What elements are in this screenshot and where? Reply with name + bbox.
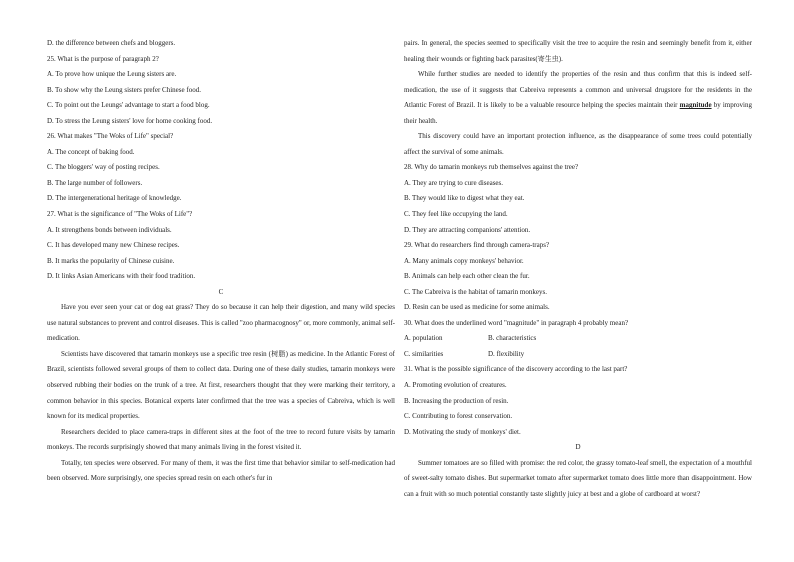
q25-option-b: B. To show why the Leung sisters prefer Chinese food. — [47, 85, 201, 94]
q30-options-row-2 — [404, 347, 752, 363]
q28-stem: 28. Why do tamarin monkeys rub themselves against the tree? — [404, 163, 579, 172]
q27-option-b: B. It marks the popularity of Chinese cuisine. — [47, 256, 175, 265]
q28-option-d: D. They are attracting companions' attention. — [404, 225, 531, 234]
q24-option-d: D. the difference between chefs and bloggers. — [47, 39, 176, 47]
q30-options-row-1 — [404, 331, 752, 347]
q31-option-a: A. Promoting evolution of creatures. — [404, 381, 507, 390]
q30-option-c: C. similarities — [404, 349, 444, 358]
q28-option-a: A. They are trying to cure diseases. — [404, 178, 504, 187]
q30-stem: 30. What does the underlined word "magnitude" in paragraph 4 probably mean? — [404, 318, 629, 327]
passage-c-paragraph-3: Researchers decided to place camera-traps in different sites at the foot of the tree to record future visits by tamarin monkeys. The records surprisingly showed that many animals living in the forest visited it. — [47, 427, 395, 452]
passage-c-paragraph-1: Have you ever seen your cat or dog eat grass? They do so because it can help their digestion, and many wild species use natural substances to prevent and control diseases. This is called "zoo pharmacognosy" or, more commonly, animal self-medication. — [47, 303, 395, 343]
paragraph-5-text-before: While further studies are needed to identify the properties of the resin and thus confirm that this is indeed self-medication, the use of it suggests that Cabreiva represents a common and universal drugstore for the residents in the Atlantic Forest of Brazil. It is likely to be a valuable resource helping the species maintain their — [404, 70, 752, 110]
passage-d-paragraph-1: Summer tomatoes are so filled with promise: the red color, the grassy tomato-leaf smell, the expectation of a mouthful of sweet-salty tomato dishes. But supermarket tomato after supermarket tomato does little more than disappointment. How can a fruit with so much potential constantly taste slightly juicy at best and a globe of cardboard at worst? — [404, 458, 752, 498]
q31-stem: 31. What is the possible significance of the discovery according to the last part? — [404, 365, 628, 374]
q31-option-b: B. Increasing the production of resin. — [404, 396, 509, 405]
q25-option-d: D. To stress the Leung sisters' love for home cooking food. — [47, 116, 213, 125]
q31-option-c: C. Contributing to forest conservation. — [404, 412, 513, 421]
q29-option-c: C. The Cabreiva is the habitat of tamarin monkeys. — [404, 287, 547, 296]
q28-option-b: B. They would like to digest what they eat. — [404, 194, 525, 203]
section-d-heading: D — [575, 443, 581, 452]
q29-option-a: A. Many animals copy monkeys' behavior. — [404, 256, 524, 265]
q29-option-b: B. Animals can help each other clean the fur. — [404, 272, 530, 281]
q26-option-a: A. The concept of baking food. — [47, 147, 135, 156]
q28-option-c: C. They feel like occupying the land. — [404, 210, 508, 219]
q27-stem: 27. What is the significance of "The Woks of Life"? — [47, 210, 193, 219]
q27-option-d: D. It links Asian Americans with their food tradition. — [47, 272, 196, 281]
q30-option-b: B. characteristics — [488, 334, 537, 343]
passage-c-paragraph-4-continued: pairs. In general, the species seemed to specifically visit the tree to acquire the resin and seemingly benefit from it, either healing their wounds or fighting back parasites(寄生虫). — [404, 39, 752, 63]
q26-option-d: D. The intergenerational heritage of knowledge. — [47, 194, 182, 203]
q25-option-c: C. To point out the Leungs' advantage to start a food blog. — [47, 101, 210, 110]
q26-option-b: B. The large number of followers. — [47, 178, 143, 187]
q30-option-d: D. flexibility — [488, 349, 525, 358]
q31-option-d: D. Motivating the study of monkeys' diet. — [404, 427, 521, 436]
passage-c-paragraph-2: Scientists have discovered that tamarin monkeys use a specific tree resin (树脂) as medicine. In the Atlantic Forest of Brazil, scientists followed several groups of them to collect data. During one of these daily studies, tamarin monkeys were observed rubbing their bodies on the trunk of a tree. At first, researchers thought that they were marking their territory, a common behavior in this species. Botanical experts later confirmed that the tree was a species of Cabreiva, which is well known for its medical properties. — [47, 349, 395, 421]
q27-option-a: A. It strengthens bonds between individuals. — [47, 225, 172, 234]
section-c-heading: C — [218, 287, 224, 296]
q25-option-a: A. To prove how unique the Leung sisters are. — [47, 70, 177, 79]
passage-c-paragraph-4: Totally, ten species were observed. For many of them, it was the first time that behavior similar to self-medication had been observed. More surprisingly, one species spread resin on each other's fur in — [47, 458, 395, 483]
passage-c-paragraph-6: This discovery could have an important protection influence, as the disappearance of some trees could potentially affect the survival of some animals. — [404, 132, 752, 156]
passage-c-paragraph-5 — [404, 67, 752, 129]
underlined-word-magnitude: magnitude — [679, 101, 712, 110]
q25-stem: 25. What is the purpose of paragraph 2? — [47, 54, 159, 63]
left-column — [47, 36, 395, 487]
q26-option-c: C. The bloggers' way of posting recipes. — [47, 163, 160, 172]
q27-option-c: C. It has developed many new Chinese recipes. — [47, 241, 180, 250]
q26-stem: 26. What makes "The Woks of Life" special? — [47, 132, 174, 141]
q29-stem: 29. What do researchers find through camera-traps? — [404, 241, 550, 250]
paragraph-5-text-after: by improving their health. — [404, 101, 753, 125]
q30-option-a: A. population — [404, 334, 443, 343]
right-column — [404, 36, 752, 502]
q29-option-d: D. Resin can be used as medicine for some animals. — [404, 303, 550, 312]
